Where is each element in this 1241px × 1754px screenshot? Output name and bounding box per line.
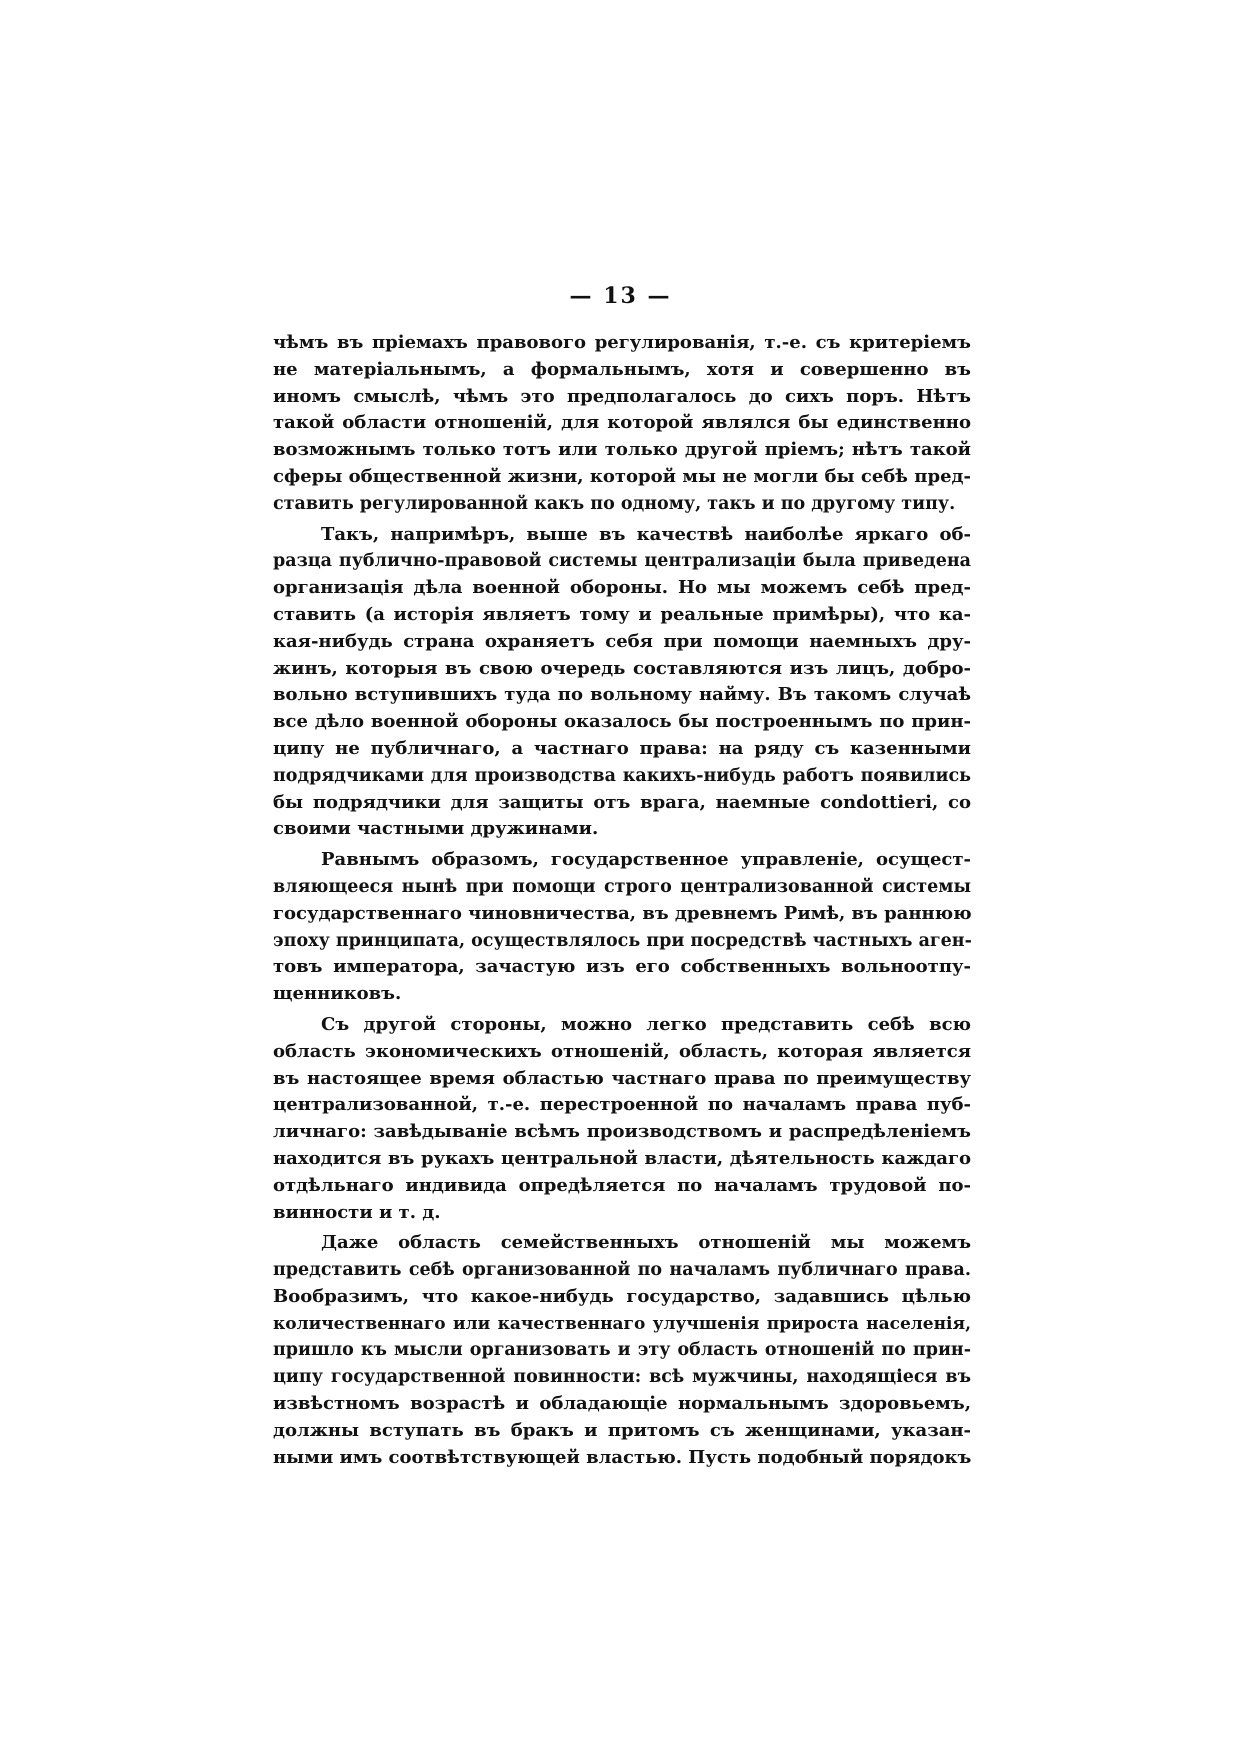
- paragraph-5: [273, 1230, 971, 1471]
- text-line: возможнымъ только тотъ или только другой пріемъ; нѣтъ такой: [273, 439, 971, 461]
- text-line: организація дѣла военной обороны. Но мы можемъ себѣ пред-: [273, 577, 971, 599]
- text-line: разца публично-правовой системы централизаціи была приведена: [273, 551, 971, 572]
- text-line: вольно вступившихъ туда по вольному найму. Въ такомъ случаѣ: [273, 684, 971, 706]
- text-line: ставить регулированной какъ по одному, такъ и по другому типу.: [273, 493, 956, 514]
- text-line: Вообразимъ, что какое-нибудь государство, задавшись цѣлью: [273, 1285, 971, 1307]
- paragraph-3: [273, 847, 971, 1008]
- text-line: ными имъ соотвѣтствующей властью. Пусть подобный порядокъ: [273, 1446, 972, 1468]
- paragraph-2: [273, 522, 971, 844]
- paragraph-4: [273, 1012, 971, 1226]
- text-line: подрядчиками для производства какихъ-нибудь работъ появились: [273, 765, 971, 786]
- text-line: централизованной, т.-е. перестроенной по началамъ права пуб-: [273, 1094, 971, 1116]
- text-line: въ настоящее время областью частнаго права по преимуществу: [273, 1067, 971, 1089]
- text-line: ципу не публичнаго, а частнаго права: на ряду съ казенными: [273, 737, 971, 759]
- text-line: представить себѣ организованной по началамъ публичнаго права.: [273, 1260, 971, 1281]
- text-line: Съ другой стороны, можно легко представить себѣ всю: [321, 1013, 971, 1035]
- text-line: находится въ рукахъ центральной власти, дѣятельность каждаго: [273, 1147, 971, 1169]
- text-line: все дѣло военной обороны оказалось бы построеннымъ по прин-: [273, 711, 971, 733]
- text-line: государственнаго чиновничества, въ древнемъ Римѣ, въ раннюю: [273, 902, 972, 924]
- text-line: область экономическихъ отношеній, область, которая является: [273, 1040, 971, 1062]
- text-line: жинъ, которыя въ свою очередь составляются изъ лицъ, добро-: [273, 657, 971, 679]
- text-line: количественнаго или качественнаго улучшенія прироста населенія,: [273, 1313, 971, 1334]
- text-line: винности и т. д.: [273, 1201, 441, 1223]
- text-line: ципу государственной повинности: всѣ мужчины, находящіеся въ: [273, 1367, 971, 1388]
- text-line: такой области отношеній, для которой являлся бы единственно: [273, 412, 971, 434]
- text-line: должны вступать въ бракъ и притомъ съ женщинами, указан-: [273, 1419, 971, 1441]
- text-line: кая-нибудь страна охраняетъ себя при помощи наемныхъ дру-: [273, 630, 971, 652]
- text-line: личнаго: завѣдываніе всѣмъ производствомъ и распредѣленіемъ: [273, 1121, 971, 1143]
- text-line: Даже область семейственныхъ отношеній мы можемъ: [321, 1232, 971, 1254]
- body-text: [273, 330, 971, 1471]
- text-line: отдѣльнаго индивида опредѣляется по началамъ трудовой по-: [273, 1174, 971, 1196]
- text-line: вляющееся нынѣ при помощи строго централизованной системы: [273, 876, 971, 897]
- text-line: эпоху принципата, осуществлялось при посредствѣ частныхъ аген-: [273, 930, 972, 951]
- text-line: не матеріальнымъ, а формальнымъ, хотя и совершенно въ: [273, 358, 971, 380]
- text-line: пришло къ мысли организовать и эту область отношеній по прин-: [273, 1340, 971, 1361]
- text-line: щенниковъ.: [273, 983, 402, 1005]
- text-line: Равнымъ образомъ, государственное управленіе, осущест-: [321, 849, 971, 871]
- text-line: своими частными дружинами.: [273, 818, 599, 840]
- text-line: извѣстномъ возрастѣ и обладающіе нормальнымъ здоровьемъ,: [273, 1393, 971, 1415]
- page-number: — 13 —: [569, 283, 672, 309]
- text-line: сферы общественной жизни, которой мы не могли бы себѣ пред-: [273, 465, 971, 487]
- text-line: чѣмъ въ пріемахъ правового регулированія, т.-е. съ критеріемъ: [273, 332, 971, 353]
- paragraph-1: [273, 330, 971, 518]
- text-line: иномъ смыслѣ, чѣмъ это предполагалось до сихъ поръ. Нѣтъ: [273, 385, 971, 407]
- text-line: бы подрядчики для защиты отъ врага, наемные condottieri, со: [273, 791, 971, 813]
- text-line: Такъ, напримѣръ, выше въ качествѣ наиболѣе яркаго об-: [321, 523, 971, 545]
- text-line: ставить (а исторія являетъ тому и реальные примѣры), что ка-: [273, 603, 971, 625]
- text-line: товъ императора, зачастую изъ его собственныхъ вольноотпу-: [273, 956, 971, 978]
